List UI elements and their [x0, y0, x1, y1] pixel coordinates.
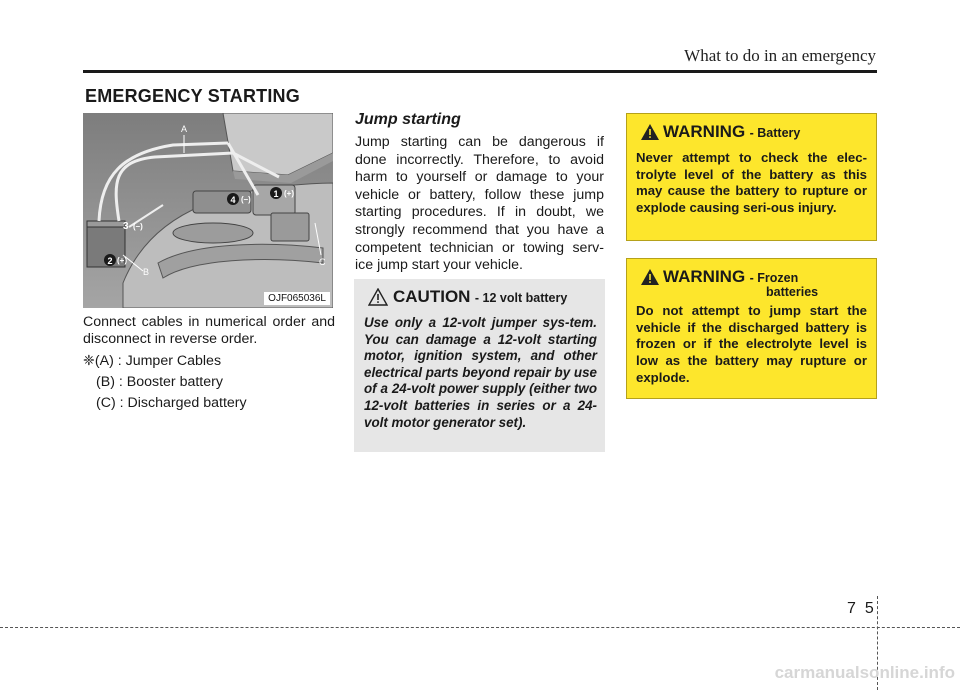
- engine-bay-drawing: [83, 113, 333, 308]
- step-4-label: 4: [230, 195, 236, 205]
- warning-heading: [636, 122, 867, 144]
- caution-heading: [364, 287, 597, 309]
- warning-title: WARNING: [663, 122, 746, 141]
- figure-caption: [83, 314, 335, 414]
- warning-subtitle: - Frozen: [749, 271, 799, 285]
- legend-item: (B) : Booster battery: [96, 374, 223, 390]
- chapter-number: 7: [847, 600, 865, 617]
- caution-subtitle: - 12 volt battery: [474, 291, 568, 305]
- figure-code: OJF065036L: [264, 292, 330, 305]
- negative-terminal-label-3: (–): [133, 222, 143, 231]
- jump-start-illustration: [83, 113, 333, 308]
- page-index: 5: [864, 600, 883, 617]
- warning-box-frozen: [626, 258, 877, 399]
- legend-item: ❈(A) : Jumper Cables: [83, 353, 222, 369]
- jump-starting-heading: Jump starting: [355, 111, 461, 128]
- caution-triangle-icon: [368, 288, 388, 306]
- section-title: EMERGENCY STARTING: [85, 86, 300, 106]
- figure-legend: [83, 351, 335, 414]
- page-number: [847, 600, 883, 618]
- caution-title: CAUTION: [393, 287, 471, 306]
- step-2-label: 2: [107, 256, 113, 266]
- footer-rule: [0, 627, 960, 628]
- label-a: A: [181, 124, 188, 134]
- step-1-label: 1: [273, 189, 279, 199]
- warning-box-battery: [626, 113, 877, 241]
- step-3-label: 3: [123, 221, 129, 232]
- label-c: C: [319, 257, 326, 267]
- warning-triangle-icon: [640, 123, 660, 141]
- running-header: What to do in an emergency: [684, 46, 876, 65]
- watermark: carmanualsonline.info: [774, 663, 955, 682]
- warning-triangle-icon: [640, 268, 660, 286]
- warning-subtitle-continued: batteries: [766, 285, 819, 299]
- caption-text: Connect cables in numerical order and disconnect in reverse order.: [83, 314, 335, 347]
- jump-starting-body: Jump starting can be dangerous if done incorrectly. Therefore, to avoid harm to yourself or damage to your vehicle or battery, follow these jump starting procedures. If in doubt, we strongly recommend that you have a competent technician or towing serv-ice jump start your vehicle.: [355, 134, 604, 274]
- negative-terminal-label-4: (–): [241, 195, 251, 204]
- caution-text: Use only a 12-volt jumper sys-tem. You can damage a 12-volt starting motor, ignition system, and other electrical parts beyond repair by use of a 24-volt power supply (either two 12-volt batteries in series or a 24-volt motor generator set).: [364, 315, 597, 430]
- legend-item: (C) : Discharged battery: [96, 395, 247, 411]
- positive-terminal-label-2: (+): [117, 256, 127, 265]
- caution-box: [354, 279, 605, 452]
- warning-heading: [636, 267, 867, 305]
- warning-subtitle: - Battery: [749, 126, 801, 140]
- warning-title: WARNING: [663, 267, 746, 286]
- label-b: B: [143, 267, 150, 277]
- warning-text: Never attempt to check the elec-trolyte level of the battery as this may cause the battery to rupture or explode causing seri-ous injury.: [636, 150, 867, 216]
- warning-text: Do not attempt to jump start the vehicle if the discharged battery is frozen or if the electrolyte level is low as the battery may rupture or explode.: [636, 303, 867, 385]
- header-rule: [83, 70, 877, 73]
- positive-terminal-label-1: (+): [284, 189, 294, 198]
